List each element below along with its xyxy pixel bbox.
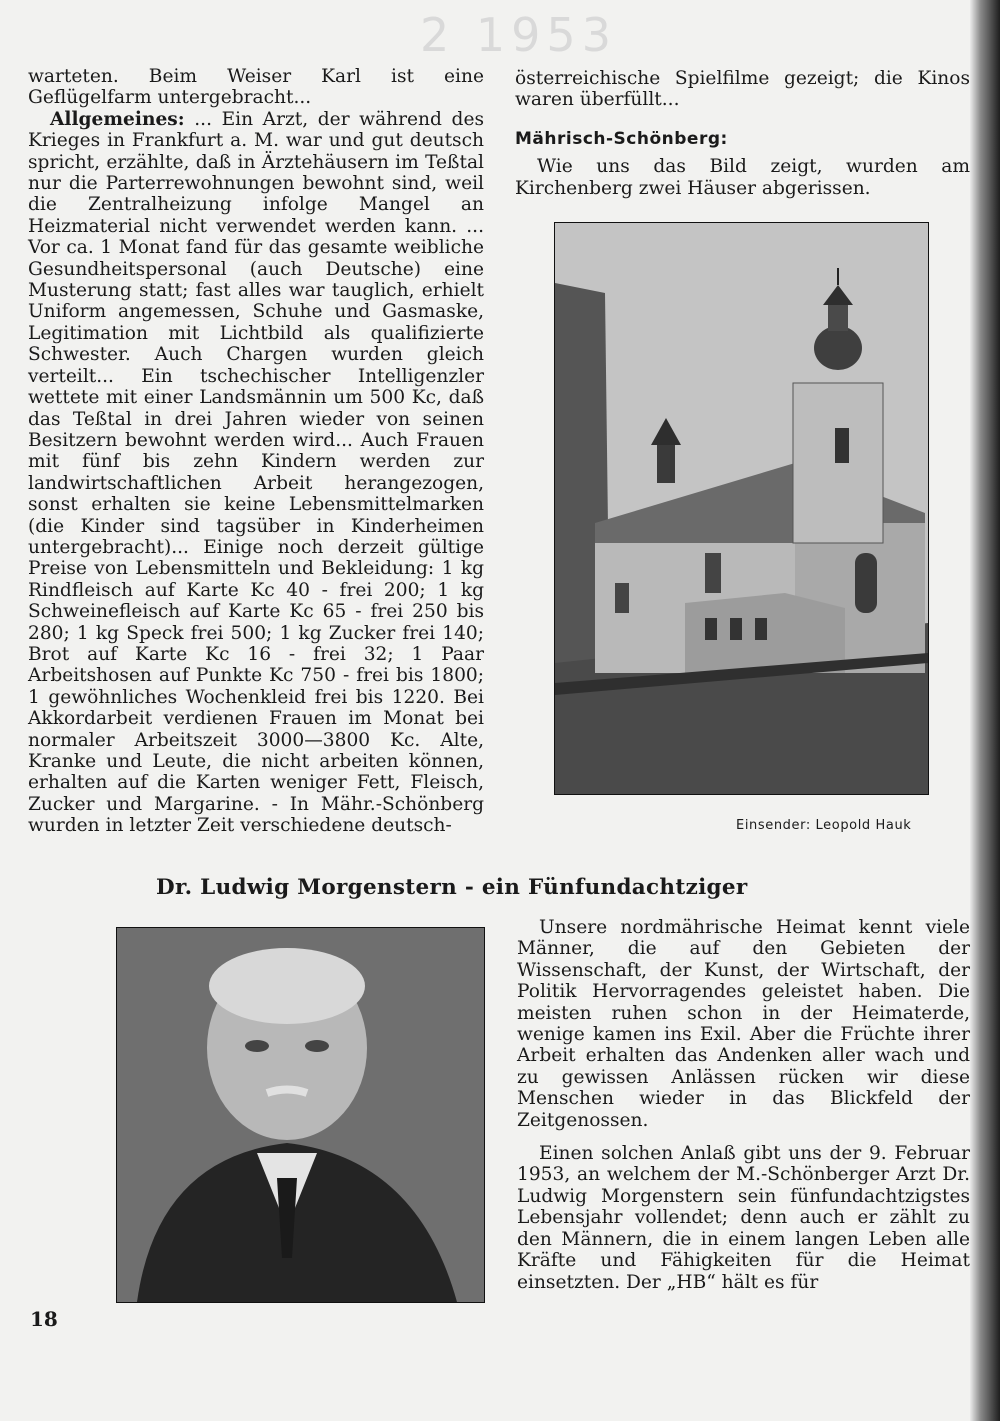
church-photo-caption: Einsender: Leopold Hauk — [736, 818, 912, 833]
church-photo — [554, 222, 929, 795]
article-headline: Dr. Ludwig Morgenstern - ein Fünfundachtziger — [156, 875, 748, 900]
section-heading-maehrisch-schoenberg: Mährisch-Schönberg: — [515, 128, 728, 149]
portrait-illustration — [117, 928, 484, 1302]
left-para-allgemeines — [28, 109, 484, 837]
right-column-top — [515, 68, 970, 199]
section-text: Wie uns das Bild zeigt, wurden am Kirchenberg zwei Häuser abgerissen. — [515, 156, 970, 199]
page-binding-shadow — [970, 0, 1000, 1421]
morgenstern-para-1: Unsere nordmährische Heimat kennt viele Männer, die auf den Gebieten der Wissenschaft, der Kunst, der Wirtschaft, der Politik Hervorragendes geleistet haben. Die meisten ruhen schon in der Heimaterde, wenige kamen ins Exil. Aber die Früchte ihrer Arbeit erhalten das Andenken aller wach und zu gewissen Anlässen rücken wir diese Menschen wieder in das Blickfeld der Zeitgenossen. — [517, 917, 970, 1131]
allgemeines-text: ... Ein Arzt, der während des Krieges in Frankfurt a. M. war und gut deutsch spricht, erzählte, daß in Ärztehäusern im Teßtal nur die Parterrewohnungen bewohnt sind, weil die Zentralheizung infolge Mangel an Heizmaterial nicht verwendet werden kann. ... Vor ca. 1 Monat fand für das gesamte weibliche Gesundheitspersonal (auch Deutsche) eine Musterung statt; fast alles war tauglich, erhielt Uniform angemessen, Schuhe und Gasmaske, Legitimation mit Lichtbild als qualifizierte Schwester. Auch Chargen wurden gleich verteilt... Ein tschechischer Intelligenzler wettete mit einer Landsmännin um 500 Kc, daß das Teßtal in drei Jahren wieder von seinen Besitzern bewohnt werden wird... Auch Frauen mit fünf bis zehn Kindern werden zur landwirtschaftlichen Arbeit herangezogen, sonst erhalten sie keine Lebensmittelmarken (die Kinder sind tagsüber in Kinderheimen untergebracht)... Einige noch derzeit gültige Preise von Lebensmitteln und Bekleidung: 1 kg Rindfleisch auf Karte Kc 40 - frei 200; 1 kg Schweinefleisch auf Karte Kc 65 - frei 250 bis 280; 1 kg Speck frei 500; 1 kg Zucker frei 140; Brot auf Karte Kc 16 - frei 32; 1 Paar Arbeitshosen auf Punkte Kc 750 - frei bis 1800; 1 gewöhnliches Wochenkleid frei bis 1220. Bei Akkordarbeit verdienen Frauen im Monat bei normaler Arbeitszeit 3000—3800 Kc. Alte, Kranke und Leute, die nicht arbeiten können, erhalten auf die Karten weniger Fett, Fleisch, Zucker und Margarine. - In Mähr.-Schönberg wurden in letzter Zeit verschiedene deutsch- — [28, 108, 484, 837]
church-illustration — [555, 223, 928, 794]
morgenstern-para-2: Einen solchen Anlaß gibt uns der 9. Februar 1953, an welchem der M.-Schönberger Arzt Dr. Ludwig Morgenstern sein fünfundachtzigstes Lebensjahr vollendet; denn auch er zählt zu den Männern, die in einem langen Leben alle Kräfte und Fähigkeiten für die Heimat einsetzten. Der „HB“ hält es für — [517, 1143, 970, 1293]
allgemeines-label: Allgemeines: — [50, 108, 185, 130]
left-column — [28, 66, 484, 837]
left-para-1: warteten. Beim Weiser Karl ist eine Geflügelfarm untergebracht... — [28, 66, 484, 109]
right-column-bottom — [517, 917, 970, 1293]
faint-date-stamp: 2 1953 — [420, 8, 617, 62]
right-para-1: österreichische Spielfilme gezeigt; die Kinos waren überfüllt... — [515, 68, 970, 111]
portrait-photo — [116, 927, 485, 1303]
page-number: 18 — [30, 1307, 58, 1331]
